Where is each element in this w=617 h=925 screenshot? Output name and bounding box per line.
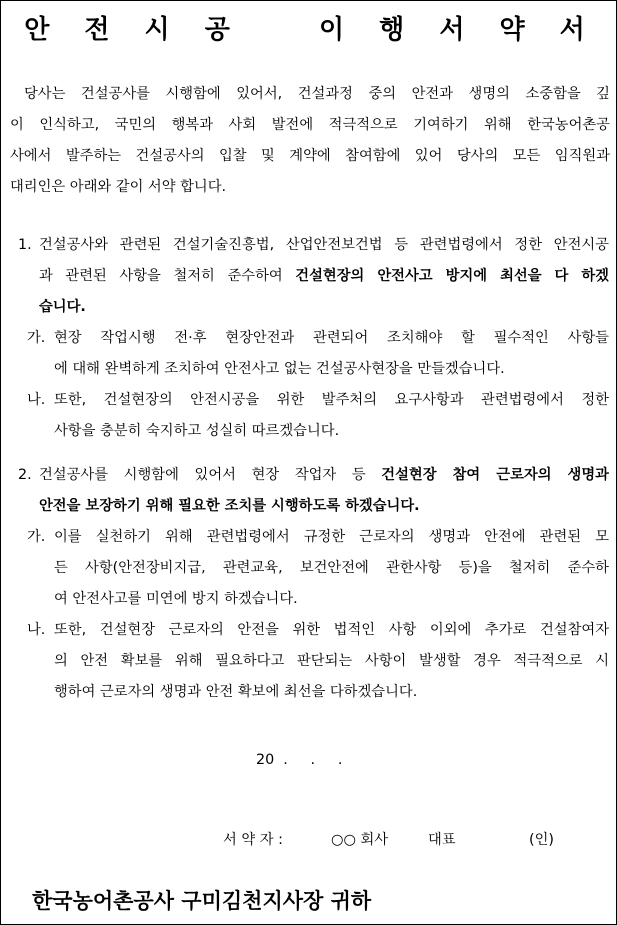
item-emphasis: 안전을 보장하기 위해 필요한 조치를 시행하도록 하겠습니다. — [39, 498, 420, 514]
item-text: 과 관련된 사항을 철저히 준수하여 — [39, 268, 296, 284]
subitem-label: 가. — [27, 529, 46, 545]
item-number: 2. — [18, 467, 32, 483]
subitem-line: 이를 실천하기 위해 관련법령에서 규정한 근로자의 생명과 안전에 관련된 모 — [54, 529, 609, 545]
item-body — [39, 460, 609, 522]
subitem-line: 여 안전사고를 미연에 방지 하겠습니다. — [54, 591, 298, 607]
addressee: 한국농어촌공사 구미김천지사장 귀하 — [32, 889, 372, 913]
intro-line: 당사는 건설공사를 시행함에 있어서, 건설과정 중의 안전과 생명의 소중함을 깊 — [24, 86, 610, 102]
subitem-line: 의 안전 확보를 위해 필요하다고 판단되는 사항이 발생할 경우 적극적으로 시 — [54, 653, 609, 669]
subitem-line: 또한, 건설현장 근로자의 안전을 위한 법적인 사항 이외에 추가로 건설참여자 — [54, 622, 609, 638]
subitem-body — [54, 615, 609, 708]
subitem-label: 나. — [27, 622, 46, 638]
subitem-line: 또한, 건설현장의 안전시공을 위한 발주처의 요구사항과 관련법령에서 정한 — [54, 392, 609, 408]
subitem-body — [54, 522, 609, 615]
item-line — [39, 261, 609, 292]
intro-line: 사에서 발주하는 건설공사의 입찰 및 계약에 참여함에 있어 당사의 모든 임직원과 — [10, 148, 610, 164]
intro-line: 대리인은 아래와 같이 서약 합니다. — [10, 179, 227, 195]
item-emphasis: 건설현장의 안전사고 방지에 최선을 다 하겠 — [295, 268, 609, 284]
item-body — [39, 230, 609, 323]
subitem-line: 현장 작업시행 전·후 현장안전과 관련되어 조치해야 할 필수적인 사항들 — [54, 330, 609, 346]
signer-label: 서 약 자 : — [223, 832, 283, 848]
document-title: 안 전 시 공 이 행 서 약 서 — [24, 15, 593, 45]
signer-representative: 대표 — [428, 832, 456, 848]
subitem-line: 든 사항(안전장비지급, 관련교육, 보건안전에 관한사항 등)을 철저히 준수하 — [54, 560, 609, 576]
seal-mark: (인) — [529, 832, 554, 848]
subitem-line: 행하여 근로자의 생명과 안전 확보에 최선을 다하겠습니다. — [54, 684, 418, 700]
pledge-date: 20 . . . — [256, 752, 343, 768]
subitem-body — [54, 323, 609, 385]
item-line: 건설공사와 관련된 건설기술진흥법, 산업안전보건법 등 관련법령에서 정한 안전시공 — [39, 237, 609, 253]
subitem-body — [54, 385, 609, 447]
item-number: 1. — [18, 237, 32, 253]
item-emphasis: 건설현장 참여 근로자의 생명과 — [381, 467, 609, 483]
signer-company: ○○ 회사 — [331, 832, 389, 848]
subitem-line: 사항을 충분히 숙지하고 성실히 따르겠습니다. — [54, 423, 340, 439]
item-emphasis: 습니다. — [39, 299, 86, 315]
subitem-label: 나. — [27, 392, 46, 408]
intro-line: 이 인식하고, 국민의 행복과 사회 발전에 적극적으로 기여하기 위해 한국농어촌공 — [10, 117, 610, 133]
intro-paragraph — [10, 79, 610, 203]
item-text: 건설공사를 시행함에 있어서 현장 작업자 등 — [39, 467, 382, 483]
subitem-line: 에 대해 완벽하게 조치하여 안전사고 없는 건설공사현장을 만들겠습니다. — [54, 361, 505, 377]
subitem-label: 가. — [27, 330, 46, 346]
item-line — [39, 460, 609, 491]
